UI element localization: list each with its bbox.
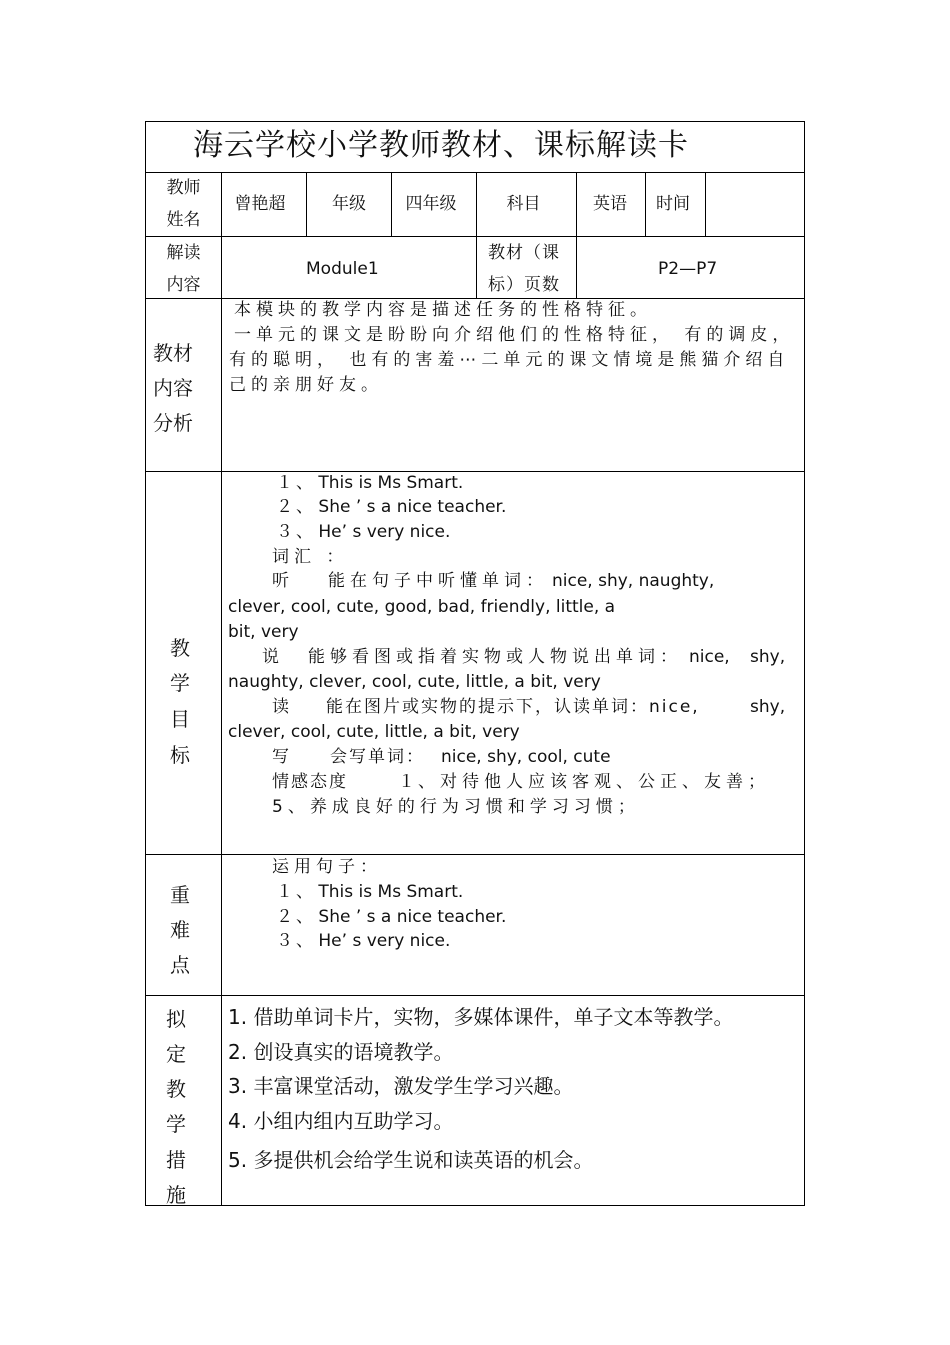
- grade-label: 年级: [332, 194, 366, 214]
- subject-label: 科目: [506, 194, 541, 214]
- goal-sentence-3-num: ３: [276, 522, 293, 542]
- teacher-label-line-1: 教师: [166, 178, 201, 198]
- time-value-cell: [705, 172, 805, 237]
- vocab-heading: 词汇 ：: [272, 547, 349, 567]
- measure-item-4: 4. 小组内组内互助学习。: [228, 1109, 454, 1133]
- keypoints-label-char-3: 点: [170, 953, 190, 977]
- measures-label-char-3: 教: [166, 1077, 186, 1101]
- subject-value: 英语: [593, 194, 627, 214]
- analysis-line-2: 一单元的课文是盼盼向介绍他们的性格特征， 有的调皮，: [234, 325, 795, 345]
- analysis-label-line-3: 分析: [153, 411, 193, 435]
- measures-label-char-4: 学: [166, 1112, 186, 1136]
- pages-label-line-1: 教材（课: [488, 243, 560, 263]
- listen-words: nice, shy, naughty,: [552, 571, 715, 591]
- teacher-label-line-2: 姓名: [166, 210, 201, 230]
- read-text: 能在图片或实物的提示下，认读单词：nice,: [326, 697, 700, 717]
- time-label: 时间: [656, 194, 690, 214]
- goals-label-char-1: 教: [170, 636, 190, 660]
- teacher-name-value: 曾艳超: [234, 194, 286, 214]
- read-label: 读: [272, 697, 289, 717]
- page-title: 海云学校小学教师教材、课标解读卡: [193, 128, 689, 163]
- goal-sentence-2: 、 She ’ s a nice teacher.: [296, 497, 507, 517]
- grade-value: 四年级: [405, 194, 457, 214]
- keypoint-sentence-3: 、 He’ s very nice.: [296, 931, 451, 951]
- read-word-2: shy,: [750, 697, 786, 717]
- module-value: Module1: [306, 259, 379, 279]
- measure-item-2: 2. 创设真实的语境教学。: [228, 1040, 454, 1064]
- keypoint-sentence-2-num: ２: [276, 907, 293, 927]
- speak-line-2: naughty, clever, cool, cute, little, a bit, very: [228, 672, 601, 692]
- analysis-line-3: 有的聪明， 也有的害羞⋯二单元的课文情境是熊猫介绍自: [229, 350, 790, 370]
- keypoints-label-char-2: 难: [170, 918, 190, 942]
- measures-label-char-6: 施: [166, 1183, 186, 1207]
- listen-label: 听: [272, 571, 289, 591]
- goals-label-char-4: 标: [170, 743, 190, 767]
- measure-item-5: 5. 多提供机会给学生说和读英语的机会。: [228, 1148, 594, 1172]
- speak-label: 说: [262, 647, 279, 667]
- analysis-label-line-2: 内容: [153, 376, 193, 400]
- measures-label-char-1: 拟: [166, 1007, 186, 1031]
- measures-label-char-5: 措: [166, 1148, 186, 1172]
- goal-sentence-1: 、 This is Ms Smart.: [296, 473, 464, 493]
- content-label-line-1: 解读: [166, 243, 201, 263]
- write-label: 写: [272, 747, 289, 767]
- emotion-num: １: [398, 772, 415, 792]
- keypoint-sentence-3-num: ３: [276, 931, 293, 951]
- goals-label-char-3: 目: [170, 707, 190, 731]
- read-line-2: clever, cool, cute, little, a bit, very: [228, 722, 520, 742]
- analysis-line-1: 本模块的教学内容是描述任务的性格特征。: [234, 300, 652, 320]
- measures-label-char-2: 定: [166, 1042, 186, 1066]
- emotion-label: 情感态度: [272, 772, 348, 792]
- measure-item-1: 1. 借助单词卡片，实物，多媒体课件，单子文本等教学。: [228, 1005, 734, 1029]
- goal-sentence-2-num: ２: [276, 497, 293, 517]
- pages-value: P2—P7: [658, 259, 718, 279]
- goals-label-char-2: 学: [170, 671, 190, 695]
- analysis-label-line-1: 教材: [153, 341, 193, 365]
- listen-line-2: clever, cool, cute, good, bad, friendly, little, a: [228, 597, 616, 617]
- analysis-line-4: 己的亲朋好友。: [229, 375, 383, 395]
- content-label-line-2: 内容: [166, 275, 201, 295]
- listen-line-3: bit, very: [228, 622, 299, 642]
- emotion-text: 、对待他人应该客观、公正、友善；: [418, 772, 770, 792]
- speak-word-2: shy,: [750, 647, 786, 667]
- measure-item-3: 3. 丰富课堂活动，激发学生学习兴趣。: [228, 1074, 574, 1098]
- keypoints-label-char-1: 重: [170, 883, 190, 907]
- speak-text: 能够看图或指着实物或人物说出单词：: [308, 647, 682, 667]
- write-text: 会写单词：: [330, 747, 425, 767]
- keypoints-intro: 运用句子：: [272, 857, 382, 877]
- habit-text: 5、养成良好的行为习惯和学习习惯；: [272, 797, 640, 817]
- keypoint-sentence-1-num: １: [276, 882, 293, 902]
- write-words: nice, shy, cool, cute: [441, 747, 611, 767]
- goal-sentence-3: 、 He’ s very nice.: [296, 522, 451, 542]
- speak-word-1: nice,: [689, 647, 730, 667]
- pages-label-line-2: 标）页数: [488, 275, 560, 295]
- keypoint-sentence-1: 、 This is Ms Smart.: [296, 882, 464, 902]
- keypoint-sentence-2: 、 She ’ s a nice teacher.: [296, 907, 507, 927]
- goal-sentence-1-num: １: [276, 473, 293, 493]
- listen-text: 能在句子中听懂单词：: [328, 571, 548, 591]
- goals-label-cell: [145, 471, 222, 855]
